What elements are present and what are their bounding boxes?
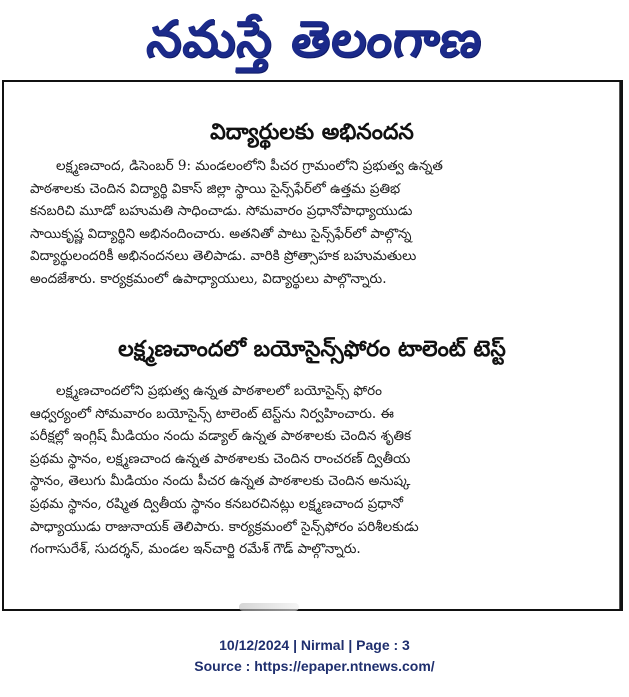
article-1-headline: విద్యార్థులకు అభినందన xyxy=(210,120,414,145)
article-1-line: అందజేశారు. కార్యక్రమంలో ఉపాధ్యాయులు, విద్యార్థులు పాల్గొన్నారు. xyxy=(30,270,387,287)
article-1-line: పాఠశాలకు చెందిన విద్యార్థి వికాస్ జిల్లా స్థాయి సైన్స్‌ఫేర్‌లో ఉత్తమ ప్రతిభ xyxy=(30,180,401,197)
source-link[interactable]: Source : https://epaper.ntnews.com/ xyxy=(194,658,435,674)
article-2-line: ఆధ్వర్యంలో సోమవారం బయోసైన్స్ టాలెంట్ టెస్ట్‌ను నిర్వహించారు. ఈ xyxy=(30,405,394,422)
news-clipping xyxy=(2,80,623,611)
cut-off-text-fragment xyxy=(239,603,299,611)
article-2-line: పరీక్షల్లో ఇంగ్లిష్ మీడియం నందు వడ్యాల్ ఉన్నత పాఠశాలకు చెందిన శృతిక xyxy=(30,428,412,445)
article-1-body xyxy=(30,155,606,291)
article-2-line: ప్రథమ స్థానం, రష్మిత ద్వితీయ స్థానం కనబరచినట్లు లక్ష్మణచాంద ప్రధానో xyxy=(30,495,404,512)
article-1-line: విద్యార్థులందరికీ అభినందనలు తెలిపాడు. వారికి ప్రోత్సాహక బహుమతులు xyxy=(30,248,417,265)
article-1-line: సాయికృష్ణ విద్యార్థిని అభినందించారు. అతనితో పాటు సైన్స్‌ఫేర్‌లో పాల్గొన్న xyxy=(30,225,412,242)
edition-info: 10/12/2024 | Nirmal | Page : 3 xyxy=(219,637,410,653)
article-2-body xyxy=(30,380,606,561)
article-2-line: గంగాసురేశ్, సుదర్శన్, మండల ఇన్‌చార్జి రమేశ్ గౌడ్ పాల్గొన్నారు. xyxy=(30,541,361,558)
article-2-line: లక్ష్మణచాందలోని ప్రభుత్వ ఉన్నత పాఠశాలలో బయోసైన్స్ ఫోరం xyxy=(56,383,382,399)
article-1-line: కనబరిచి మూడో బహుమతి సాధించాడు. సోమవారం ప్రధానోపాధ్యాయుడు xyxy=(30,203,413,220)
article-2-headline: లక్ష్మణచాందలో బయోసైన్స్‌ఫోరం టాలెంట్ టెస్ట్ xyxy=(118,337,506,362)
article-1-line: లక్ష్మణచాంద, డిసెంబర్ 9: మండలంలోని పీచర గ్రామంలోని ప్రభుత్వ ఉన్నత xyxy=(56,158,443,174)
newspaper-logo-title: నమస్తే తెలంగాణ xyxy=(143,10,486,68)
masthead xyxy=(0,0,629,78)
article-2-line: స్థానం, తెలుగు మీడియం నందు పీచర ఉన్నత పాఠశాలకు చెందిన అనుష్క xyxy=(30,473,411,490)
article-2-line: పాధ్యాయుడు రాజునాయక్ తెలిపారు. కార్యక్రమంలో సైన్స్‌ఫోరం పరిశీలకుడు xyxy=(30,518,419,535)
article-2-line: ప్రథమ స్థానం, లక్ష్మణచాంద ఉన్నత పాఠశాలకు చెందిన రాంచరణ్ ద్వితీయ xyxy=(30,450,411,467)
